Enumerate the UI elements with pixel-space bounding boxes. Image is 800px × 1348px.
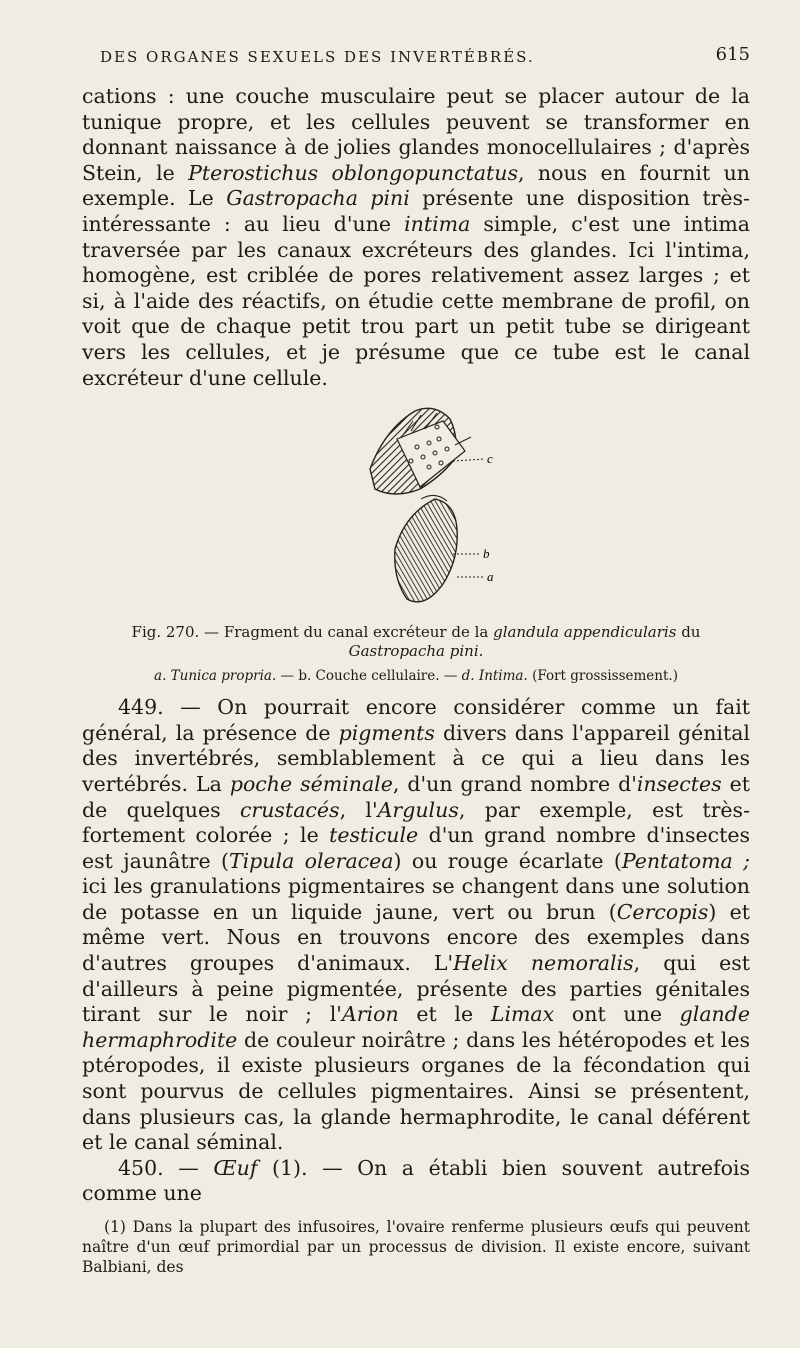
section-number-450: 450.: [118, 1155, 164, 1180]
footnote-1: (1) Dans la plupart des infusoires, l'ovaire renferme plusieurs œufs qui peuvent naître d'un œuf primordial par un processus de division. Il existe encore, suivant Balbiani, des: [82, 1218, 750, 1276]
footnote-separator: [82, 1207, 750, 1217]
figure-label-b: b: [483, 546, 490, 562]
lower-cell-mass: [395, 499, 457, 602]
figure-270: [82, 399, 750, 621]
paragraph-449: 449. — On pourrait encore considérer comme un fait général, la présence de pigments divers dans l'appareil génital des invertébrés, semblablement à ce qui a lieu dans les vertébrés. La poche séminale, d'un grand nombre d'insectes et de quelques crustacés, l'Argulus, par exemple, est très-fortement colorée ; le testicule d'un grand nombre d'insectes est jaunâtre (Tipula oleracea) ou rouge écarlate (Pentatoma ; ici les granulations pigmentaires se changent dans une solution de potasse en un liquide jaune, vert ou brun (Cercopis) et même vert. Nous en trouvons encore des exemples dans d'autres groupes d'animaux. L'Helix nemoralis, qui est d'ailleurs à peine pigmentée, présente des parties génitales tirant sur le noir ; l'Arion et le Limax ont une glande hermaphrodite de couleur noirâtre ; dans les hétéropodes et les ptéropodes, il existe plusieurs organes de la fécondation qui sont pourvus de cellules pigmentaires. Ainsi se présentent, dans plusieurs cas, la glande hermaphrodite, le canal déférent et le canal séminal.: [82, 695, 751, 1155]
paragraph-intro: cations : une couche musculaire peut se placer autour de la tunique propre, et les cellules peuvent se transformer en donnant naissance à de jolies glandes monocellulaires ; d'après Stein, le Pterostichus oblongopunctatus, nous en fournit un exemple. Le Gastropacha pini présente une disposition très-intéressante : au lieu d'une intima simple, c'est une intima traversée par les canaux excréteurs des glandes. Ici l'intima, homogène, est criblée de pores relativement assez larges ; et si, à l'aide des réactifs, on étudie cette membrane de profil, on voit que de chaque petit trou part un petit tube se dirigeant vers les cellules, et je présume que ce tube est le canal excréteur d'une cellule.: [82, 84, 751, 390]
figure-legend: a. Tunica propria. — b. Couche cellulaire. — d. Intima. (Fort grossissement.): [154, 668, 678, 685]
figure-caption: Fig. 270. — Fragment du canal excréteur de la glandula appendicularis du Gastropacha pini.: [131, 623, 701, 661]
page: [82, 40, 750, 1277]
paragraph-450: 450. — Œuf (1). — On a établi bien souvent autrefois comme une: [82, 1155, 750, 1206]
figure-label-a: a: [487, 569, 494, 585]
figure-label-c: c: [487, 451, 493, 467]
running-title: DES ORGANES SEXUELS DES INVERTÉBRÉS.: [100, 48, 535, 66]
page-number: 615: [715, 44, 750, 65]
leader-lines: [453, 459, 485, 577]
section-number-449: 449.: [118, 695, 164, 720]
figure-illustration: [325, 399, 505, 619]
page-header: [82, 40, 750, 84]
